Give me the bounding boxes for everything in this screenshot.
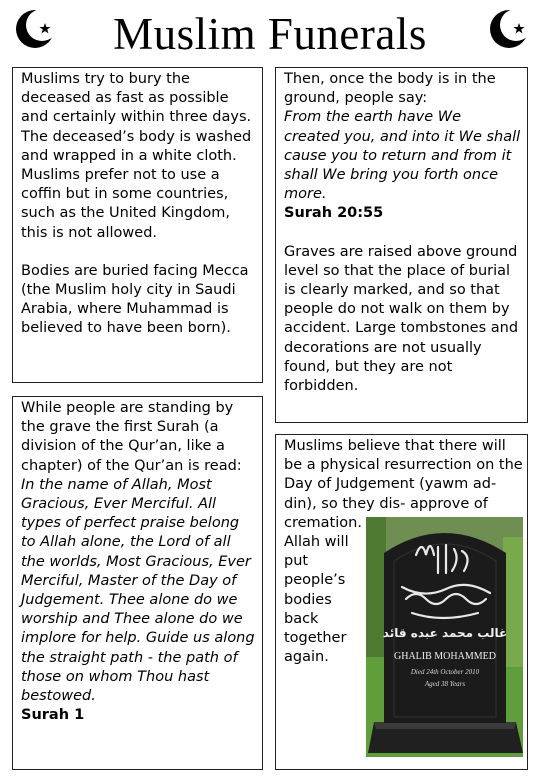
resurrection-text-narrow: dis- approve of cremation. Allah will put people’s bodies back together again. bbox=[284, 495, 488, 666]
burial-info-box bbox=[12, 67, 263, 383]
page-title: Muslim Funerals bbox=[113, 9, 427, 59]
graves-paragraph: Graves are raised above ground level so that the place of burial is clearly marked, and so that people do not walk on them by accident. Large tombstones and decorations are not usually found, but they are not forbidden. bbox=[284, 243, 519, 395]
resurrection-text bbox=[284, 437, 523, 688]
name-inscription: GHALIB MOHAMMED bbox=[394, 650, 496, 662]
graveside-box bbox=[275, 67, 528, 423]
surah-20-quote: From the earth have We created you, and into it We shall cause you to return and from it shall We bring you forth once more. bbox=[284, 109, 521, 203]
crescent-star-icon bbox=[12, 6, 58, 52]
age-inscription: Aged 38 Years bbox=[424, 679, 466, 688]
surah-1-reference: Surah 1 bbox=[21, 707, 85, 724]
tombstone-photo bbox=[366, 517, 523, 757]
burial-timing-paragraph: Muslims try to bury the deceased as fast as possible and certainly within three days. The deceased’s body is washed and wrapped in a white cloth. Muslims prefer not to use a coffin but in some countries, such as the United Kingdom, this is not allowed. bbox=[21, 71, 252, 241]
arabic-name-inscription: غالب محمد عبده قائد bbox=[382, 625, 508, 640]
surah-1-box bbox=[12, 396, 263, 770]
resurrection-text-wide: Muslims believe that there will be a physical resurrection on the Day of Judgement (yawm ad-din), so they bbox=[284, 438, 523, 512]
surah-1-quote: In the name of Allah, Most Gracious, Ever Merciful. All types of perfect praise belong to Allah alone, the Lord of all the worlds, Most Gracious, Ever Merciful, Master of the Day of Judgement. Thee alone do we worship and Thee alone do we implore for help. Guide us along the straight path - the path of those on whom Thou hast bestowed. bbox=[21, 476, 255, 705]
crescent-star-icon bbox=[486, 6, 532, 52]
mecca-paragraph: Bodies are buried facing Mecca (the Muslim holy city in Saudi Arabia, where Muhammad is believed to have been born). bbox=[21, 262, 249, 337]
surah-intro-text: While people are standing by the grave the first Surah (a division of the Qur’an, like a chapter) of the Qur’an is read: bbox=[21, 400, 242, 474]
surah-20-reference: Surah 20:55 bbox=[284, 205, 384, 222]
date-inscription: Died 24th October 2010 bbox=[410, 667, 480, 676]
resurrection-box bbox=[275, 434, 528, 770]
graveside-intro-text: Then, once the body is in the ground, people say: bbox=[284, 71, 496, 107]
